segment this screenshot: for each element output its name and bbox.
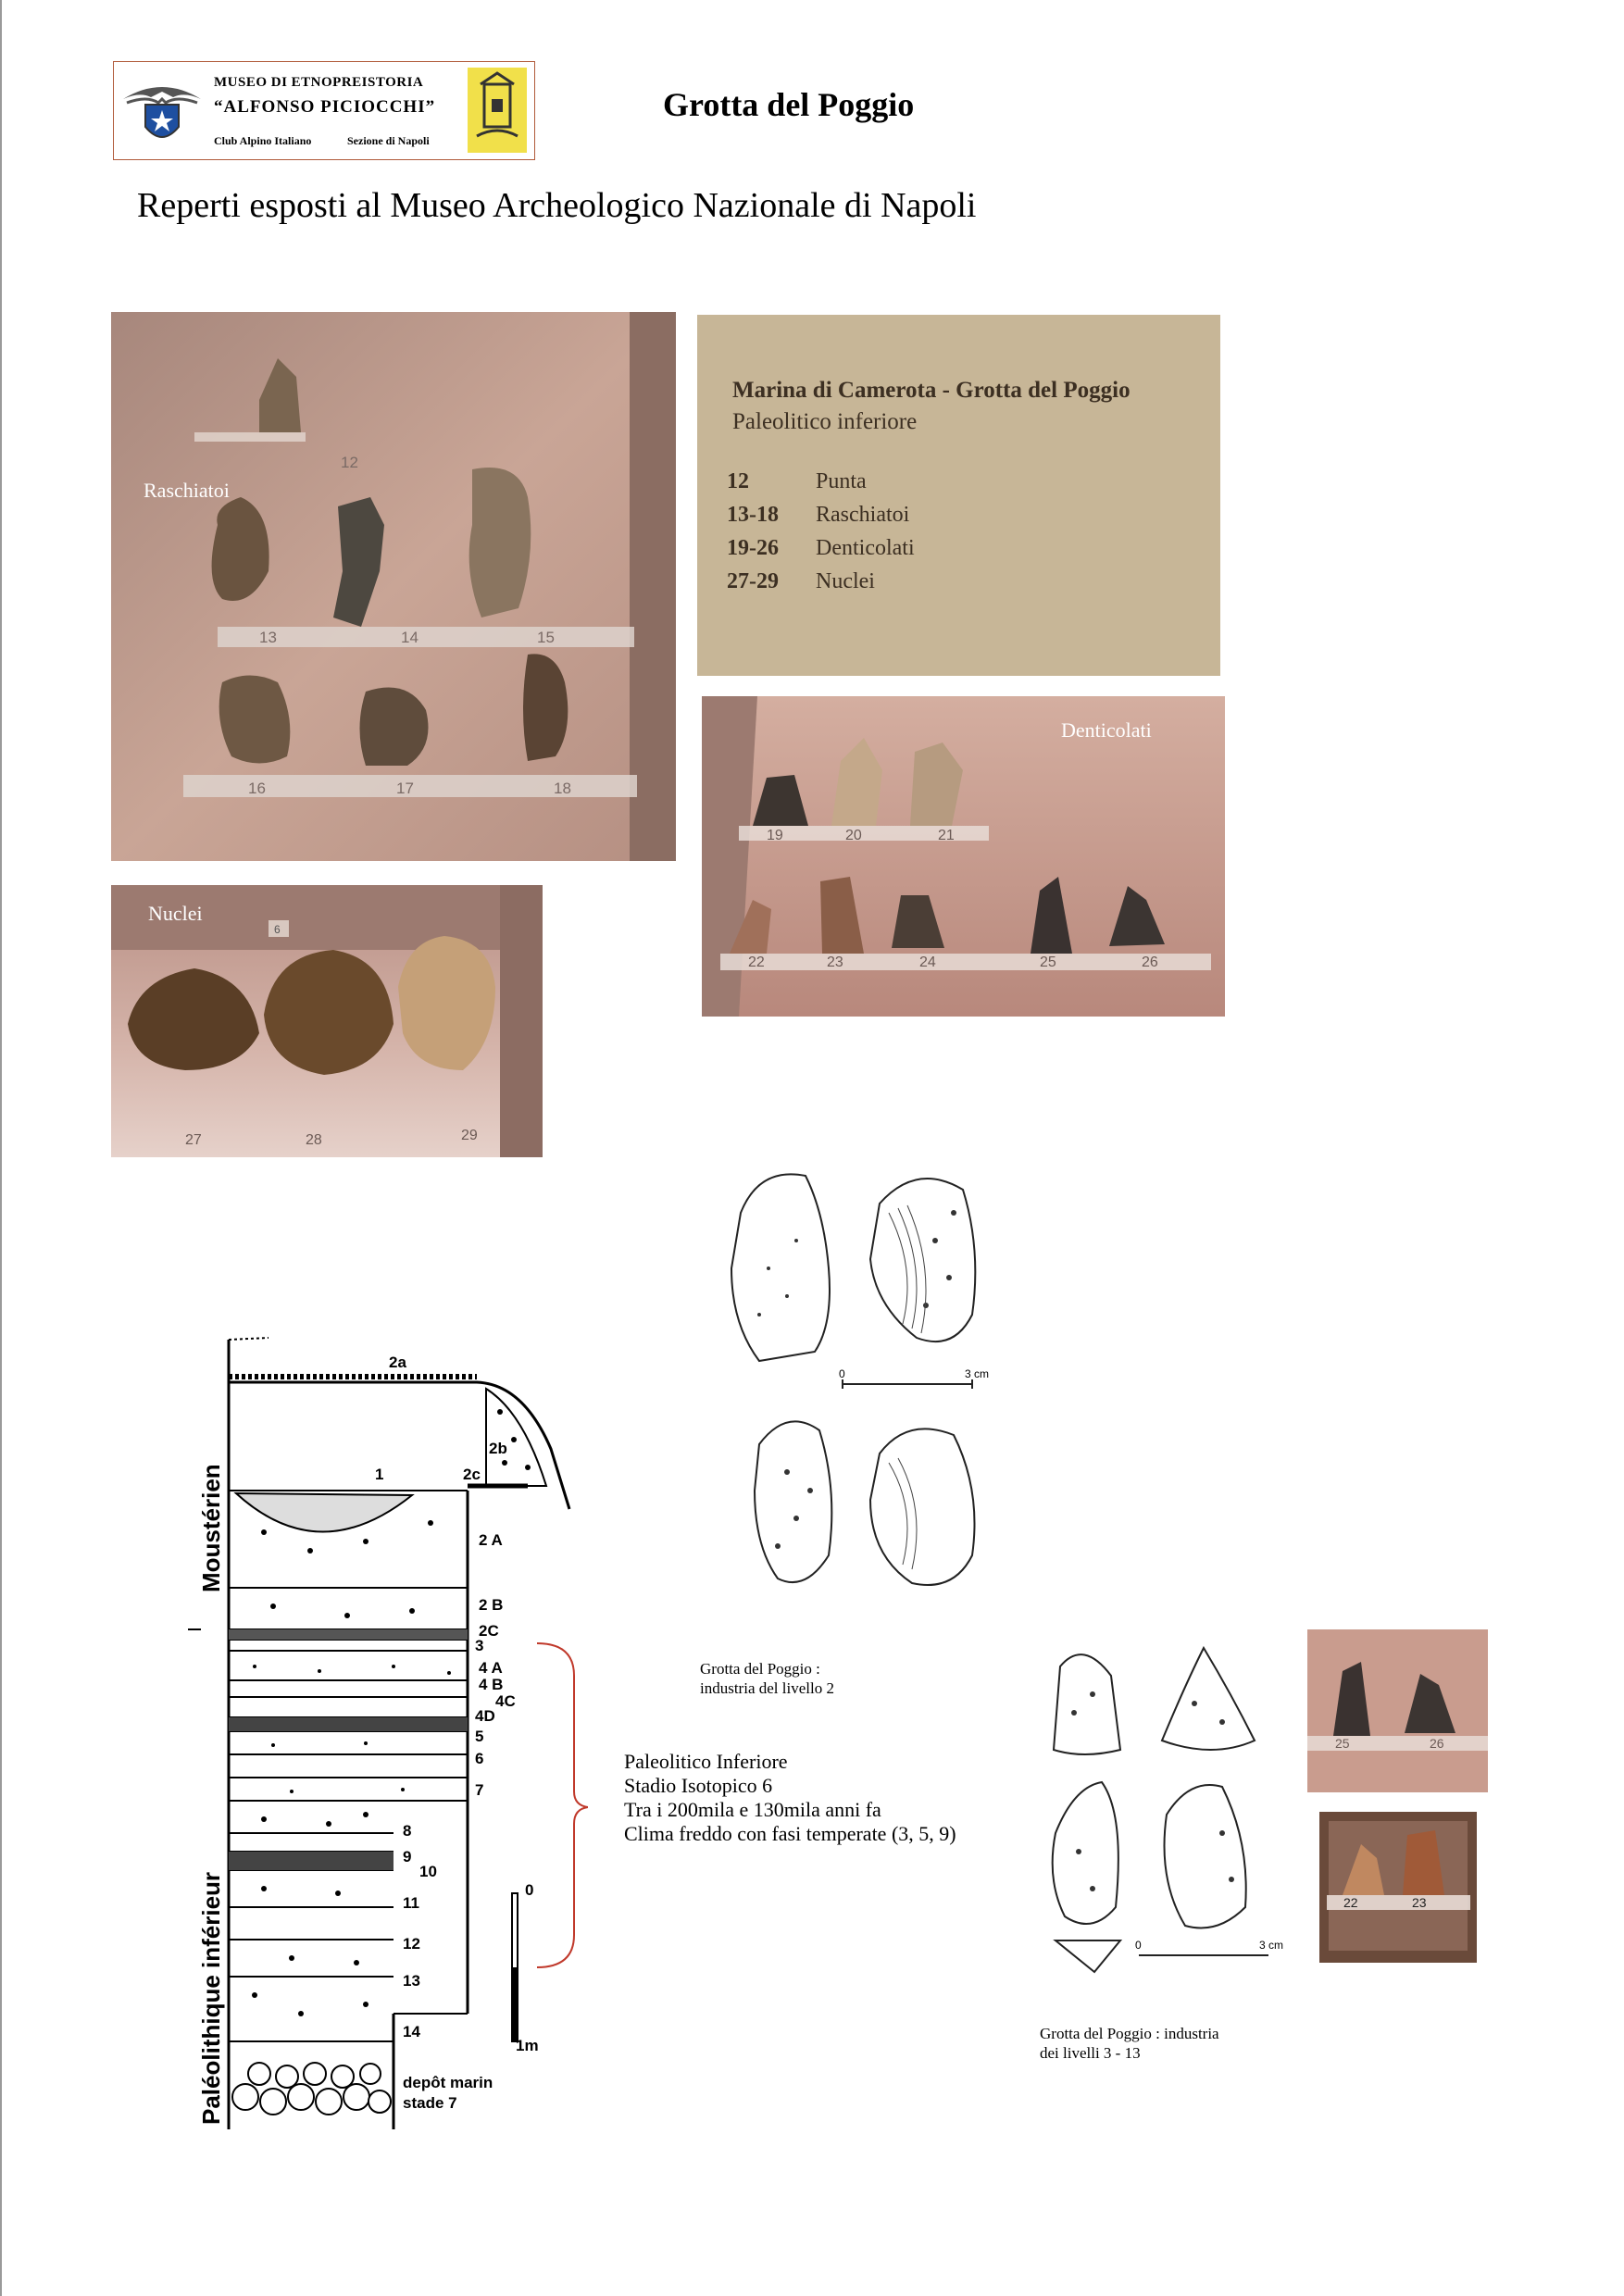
base-line2: stade 7	[403, 2094, 457, 2112]
photo-small-22-23	[1319, 1812, 1477, 1963]
stone-16	[219, 676, 291, 764]
scale-start: 0	[1135, 1939, 1142, 1952]
layer-1: 1	[375, 1466, 384, 1483]
photo-museum-label	[697, 315, 1220, 676]
tool-drawing-5	[1054, 1654, 1120, 1754]
label-denticolati: Denticolati	[1061, 718, 1152, 742]
num-13: 13	[259, 629, 277, 646]
note-line: Clima freddo con fasi temperate (3, 5, 9)	[624, 1822, 956, 1845]
scale-one-meter: 1m	[516, 2037, 539, 2054]
list-item: 19-26 Denticolati	[727, 536, 915, 560]
num-29: 29	[461, 1128, 478, 1143]
layer-2c: 2C	[479, 1622, 499, 1640]
layer-3: 3	[475, 1637, 484, 1654]
num-20: 20	[845, 828, 862, 843]
num-21: 21	[938, 828, 955, 843]
cai-eagle-icon	[119, 71, 205, 151]
num-27: 27	[185, 1132, 202, 1148]
tool-drawing-4	[870, 1429, 975, 1585]
photo-small-25-26	[1307, 1629, 1488, 1792]
num-16: 16	[248, 780, 266, 797]
caption-line: Grotta del Poggio : industria	[1040, 2025, 1219, 2042]
tool-drawing-8	[1165, 1785, 1246, 1928]
num-14: 14	[401, 629, 418, 646]
base-line1: depôt marin	[403, 2074, 493, 2091]
paleolithic-note	[624, 1750, 956, 1846]
photo-raschiatoi	[111, 312, 676, 861]
sign-number: 6	[274, 923, 281, 936]
logo-section: Sezione di Napoli	[347, 134, 430, 147]
tool-drawing-2	[870, 1179, 975, 1341]
num-26: 26	[1430, 1736, 1444, 1751]
layer-7: 7	[475, 1781, 484, 1799]
museum-logo	[113, 61, 535, 160]
period-paleolithique: Paléolithique inférieur	[197, 1871, 225, 2125]
scale-start: 0	[839, 1367, 845, 1380]
layer-9: 9	[403, 1848, 412, 1866]
layer-4c: 4C	[495, 1692, 516, 1710]
tool-drawing-7	[1053, 1782, 1118, 1924]
tool-drawing-6	[1162, 1648, 1255, 1750]
list-item: 27-29 Nuclei	[727, 569, 875, 593]
num-24: 24	[919, 955, 936, 970]
num-25: 25	[1040, 955, 1056, 970]
layer-2a: 2a	[389, 1354, 406, 1371]
drawing-levels3-13	[1037, 1629, 1296, 2000]
note-line: Paleolitico Inferiore	[624, 1750, 788, 1773]
num-17: 17	[396, 780, 414, 797]
layer-14: 14	[403, 2023, 420, 2040]
scale-end: 3 cm	[1259, 1939, 1284, 1952]
tool-drawing-3	[755, 1421, 831, 1582]
layer-2a-cap: 2 A	[479, 1531, 503, 1549]
logo-line1: MUSEO DI ETNOPREISTORIA	[214, 75, 424, 90]
num-19: 19	[767, 828, 783, 843]
page-subtitle: Reperti esposti al Museo Archeologico Nazionale di Napoli	[137, 186, 977, 225]
red-bracket	[532, 1639, 588, 1972]
caption-line: dei livelli 3 - 13	[1040, 2044, 1141, 2062]
layer-8: 8	[403, 1822, 412, 1840]
museum-label-title: Marina di Camerota - Grotta del Poggio	[732, 378, 1131, 403]
page-left-rule	[0, 0, 2, 2296]
drawing-level2	[704, 1157, 1009, 1648]
layer-10: 10	[419, 1863, 437, 1880]
tower-icon	[468, 68, 527, 153]
num-22: 22	[1343, 1895, 1358, 1910]
museum-label-period: Paleolitico inferiore	[732, 409, 918, 434]
label-raschiatoi: Raschiatoi	[144, 479, 230, 502]
layer-13: 13	[403, 1972, 420, 1990]
caption-level2	[700, 1659, 834, 1698]
period-mousterien: Moustérien	[197, 1464, 225, 1592]
layer-4b: 4 B	[479, 1676, 504, 1693]
layer-2b-cap: 2 B	[479, 1596, 504, 1614]
num-28: 28	[306, 1132, 322, 1148]
scale-end: 3 cm	[965, 1367, 990, 1380]
num-23: 23	[827, 955, 843, 970]
caption-line: industria del livello 2	[700, 1679, 834, 1697]
list-item: 13-18 Raschiatoi	[727, 503, 910, 527]
logo-line2: “ALFONSO PICIOCCHI”	[214, 97, 436, 117]
num-12: 12	[341, 454, 358, 471]
layer-11: 11	[403, 1894, 419, 1912]
layer-2b: 2b	[489, 1440, 507, 1457]
list-item: 12 Punta	[727, 469, 867, 493]
num-23: 23	[1412, 1895, 1427, 1910]
museum-label-list	[727, 465, 915, 598]
note-line: Stadio Isotopico 6	[624, 1774, 773, 1797]
caption-levels3-13	[1040, 2024, 1219, 2063]
logo-cai: Club Alpino Italiano	[214, 134, 312, 147]
note-line: Tra i 200mila e 130mila anni fa	[624, 1798, 881, 1821]
scale-zero: 0	[525, 1881, 534, 1899]
num-25: 25	[1335, 1736, 1350, 1751]
photo-nuclei	[111, 885, 543, 1157]
layer-2c-top: 2c	[463, 1466, 481, 1483]
layer-6: 6	[475, 1750, 484, 1767]
tool-drawing-1	[731, 1174, 830, 1361]
num-18: 18	[554, 780, 571, 797]
page-title: Grotta del Poggio	[663, 86, 915, 123]
label-nuclei: Nuclei	[148, 902, 203, 925]
stone-15	[469, 468, 531, 618]
layer-5: 5	[475, 1728, 484, 1745]
layer-4d: 4D	[475, 1707, 495, 1725]
num-26: 26	[1142, 955, 1158, 970]
num-22: 22	[748, 955, 765, 970]
layer-12: 12	[403, 1935, 420, 1953]
photo-denticolati	[702, 696, 1225, 1017]
layer-4a: 4 A	[479, 1659, 503, 1677]
tool-section	[1056, 1940, 1120, 1972]
caption-line: Grotta del Poggio :	[700, 1660, 820, 1678]
num-15: 15	[537, 629, 555, 646]
